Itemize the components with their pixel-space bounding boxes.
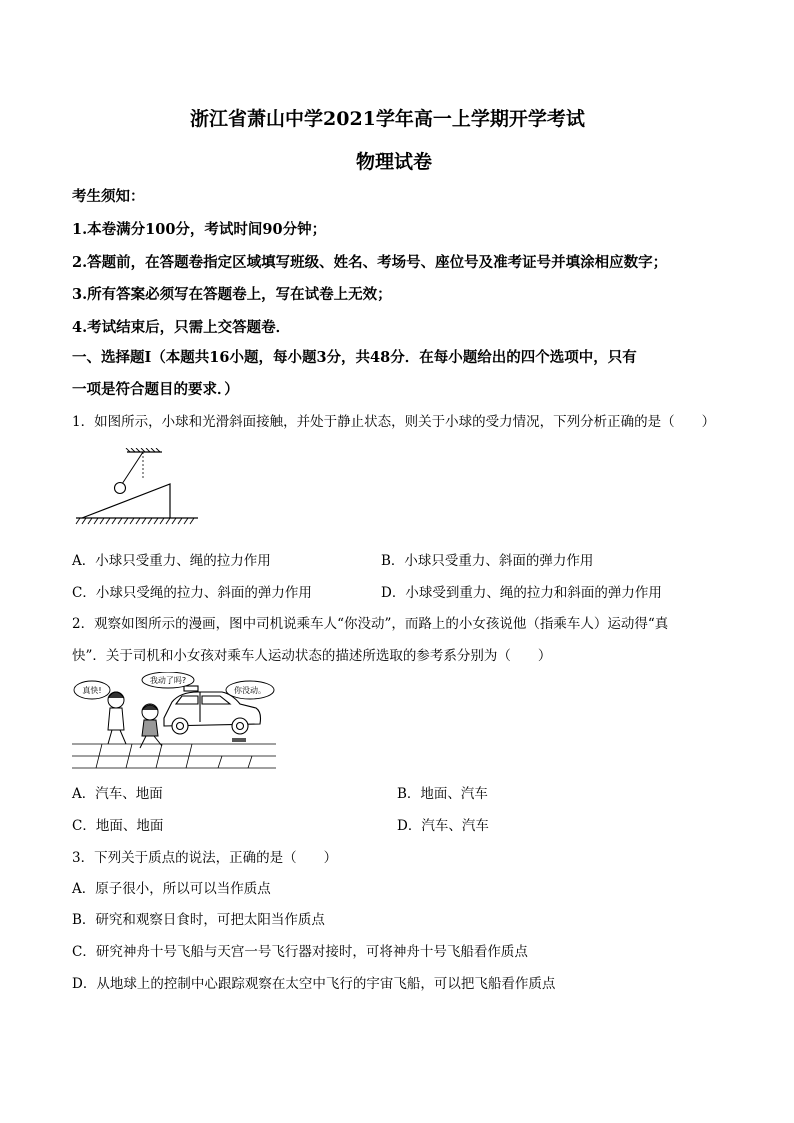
notice-item: 4.考试结束后，只需上交答题卷． [72,319,291,336]
incline-ball-figure [72,448,202,530]
bubble-passenger-text: 我动了吗? [149,676,187,685]
exam-subject: 物理试卷 [356,151,433,173]
question-1-option-a: A．小球只受重力、绳的拉力作用 [72,553,271,569]
question-2-option-a: A．汽车、地面 [72,786,163,802]
cartoon-figure [72,672,276,770]
section-heading-line2: 一项是符合题目的要求．） [72,381,239,398]
question-2-option-c: C．地面、地面 [72,818,164,834]
question-1-option-d: D．小球受到重力、绳的拉力和斜面的弹力作用 [381,585,662,601]
exam-title: 浙江省萧山中学2021学年高一上学期开学考试 [190,108,585,130]
question-3-option-c: C．研究神舟十号飞船与天宫一号飞行器对接时，可将神舟十号飞船看作质点 [72,944,528,960]
notice-heading: 考生须知： [72,188,145,205]
question-2-stem-line1: 2．观察如图所示的漫画，图中司机说乘车人“你没动”，而路上的小女孩说他（指乘车人）运动得“真 [72,616,669,632]
question-1-option-c: C．小球只受绳的拉力、斜面的弹力作用 [72,585,312,601]
question-3-stem: 3．下列关于质点的说法，正确的是（ ） [72,850,338,866]
question-2-option-d: D．汽车、汽车 [397,818,489,834]
bubble-girl-text: 真快! [82,686,102,695]
question-3-option-b: B．研究和观察日食时，可把太阳当作质点 [72,912,325,928]
question-2-option-b: B．地面、汽车 [397,786,488,802]
question-1-stem: 1．如图所示，小球和光滑斜面接触，并处于静止状态，则关于小球的受力情况，下列分析正确的是（ ） [72,414,716,430]
question-3-option-a: A．原子很小，所以可以当作质点 [72,881,271,897]
question-1-option-b: B．小球只受重力、斜面的弹力作用 [381,553,594,569]
notice-item: 1.本卷满分100分，考试时间90分钟； [72,221,327,238]
bubble-driver-text: 你没动。 [234,686,266,695]
question-3-option-d: D．从地球上的控制中心跟踪观察在太空中飞行的宇宙飞船，可以把飞船看作质点 [72,976,556,992]
section-heading-line1: 一、选择题Ⅰ（本题共16小题，每小题3分，共48分．在每小题给出的四个选项中，只有 [72,349,637,366]
notice-item: 3.所有答案必须写在答题卷上，写在试卷上无效； [72,286,392,303]
question-2-stem-line2: 快”．关于司机和小女孩对乘车人运动状态的描述所选取的参考系分别为（ ） [72,648,552,664]
notice-item: 2.答题前，在答题卷指定区域填写班级、姓名、考场号、座位号及准考证号并填涂相应数字； [72,254,668,271]
